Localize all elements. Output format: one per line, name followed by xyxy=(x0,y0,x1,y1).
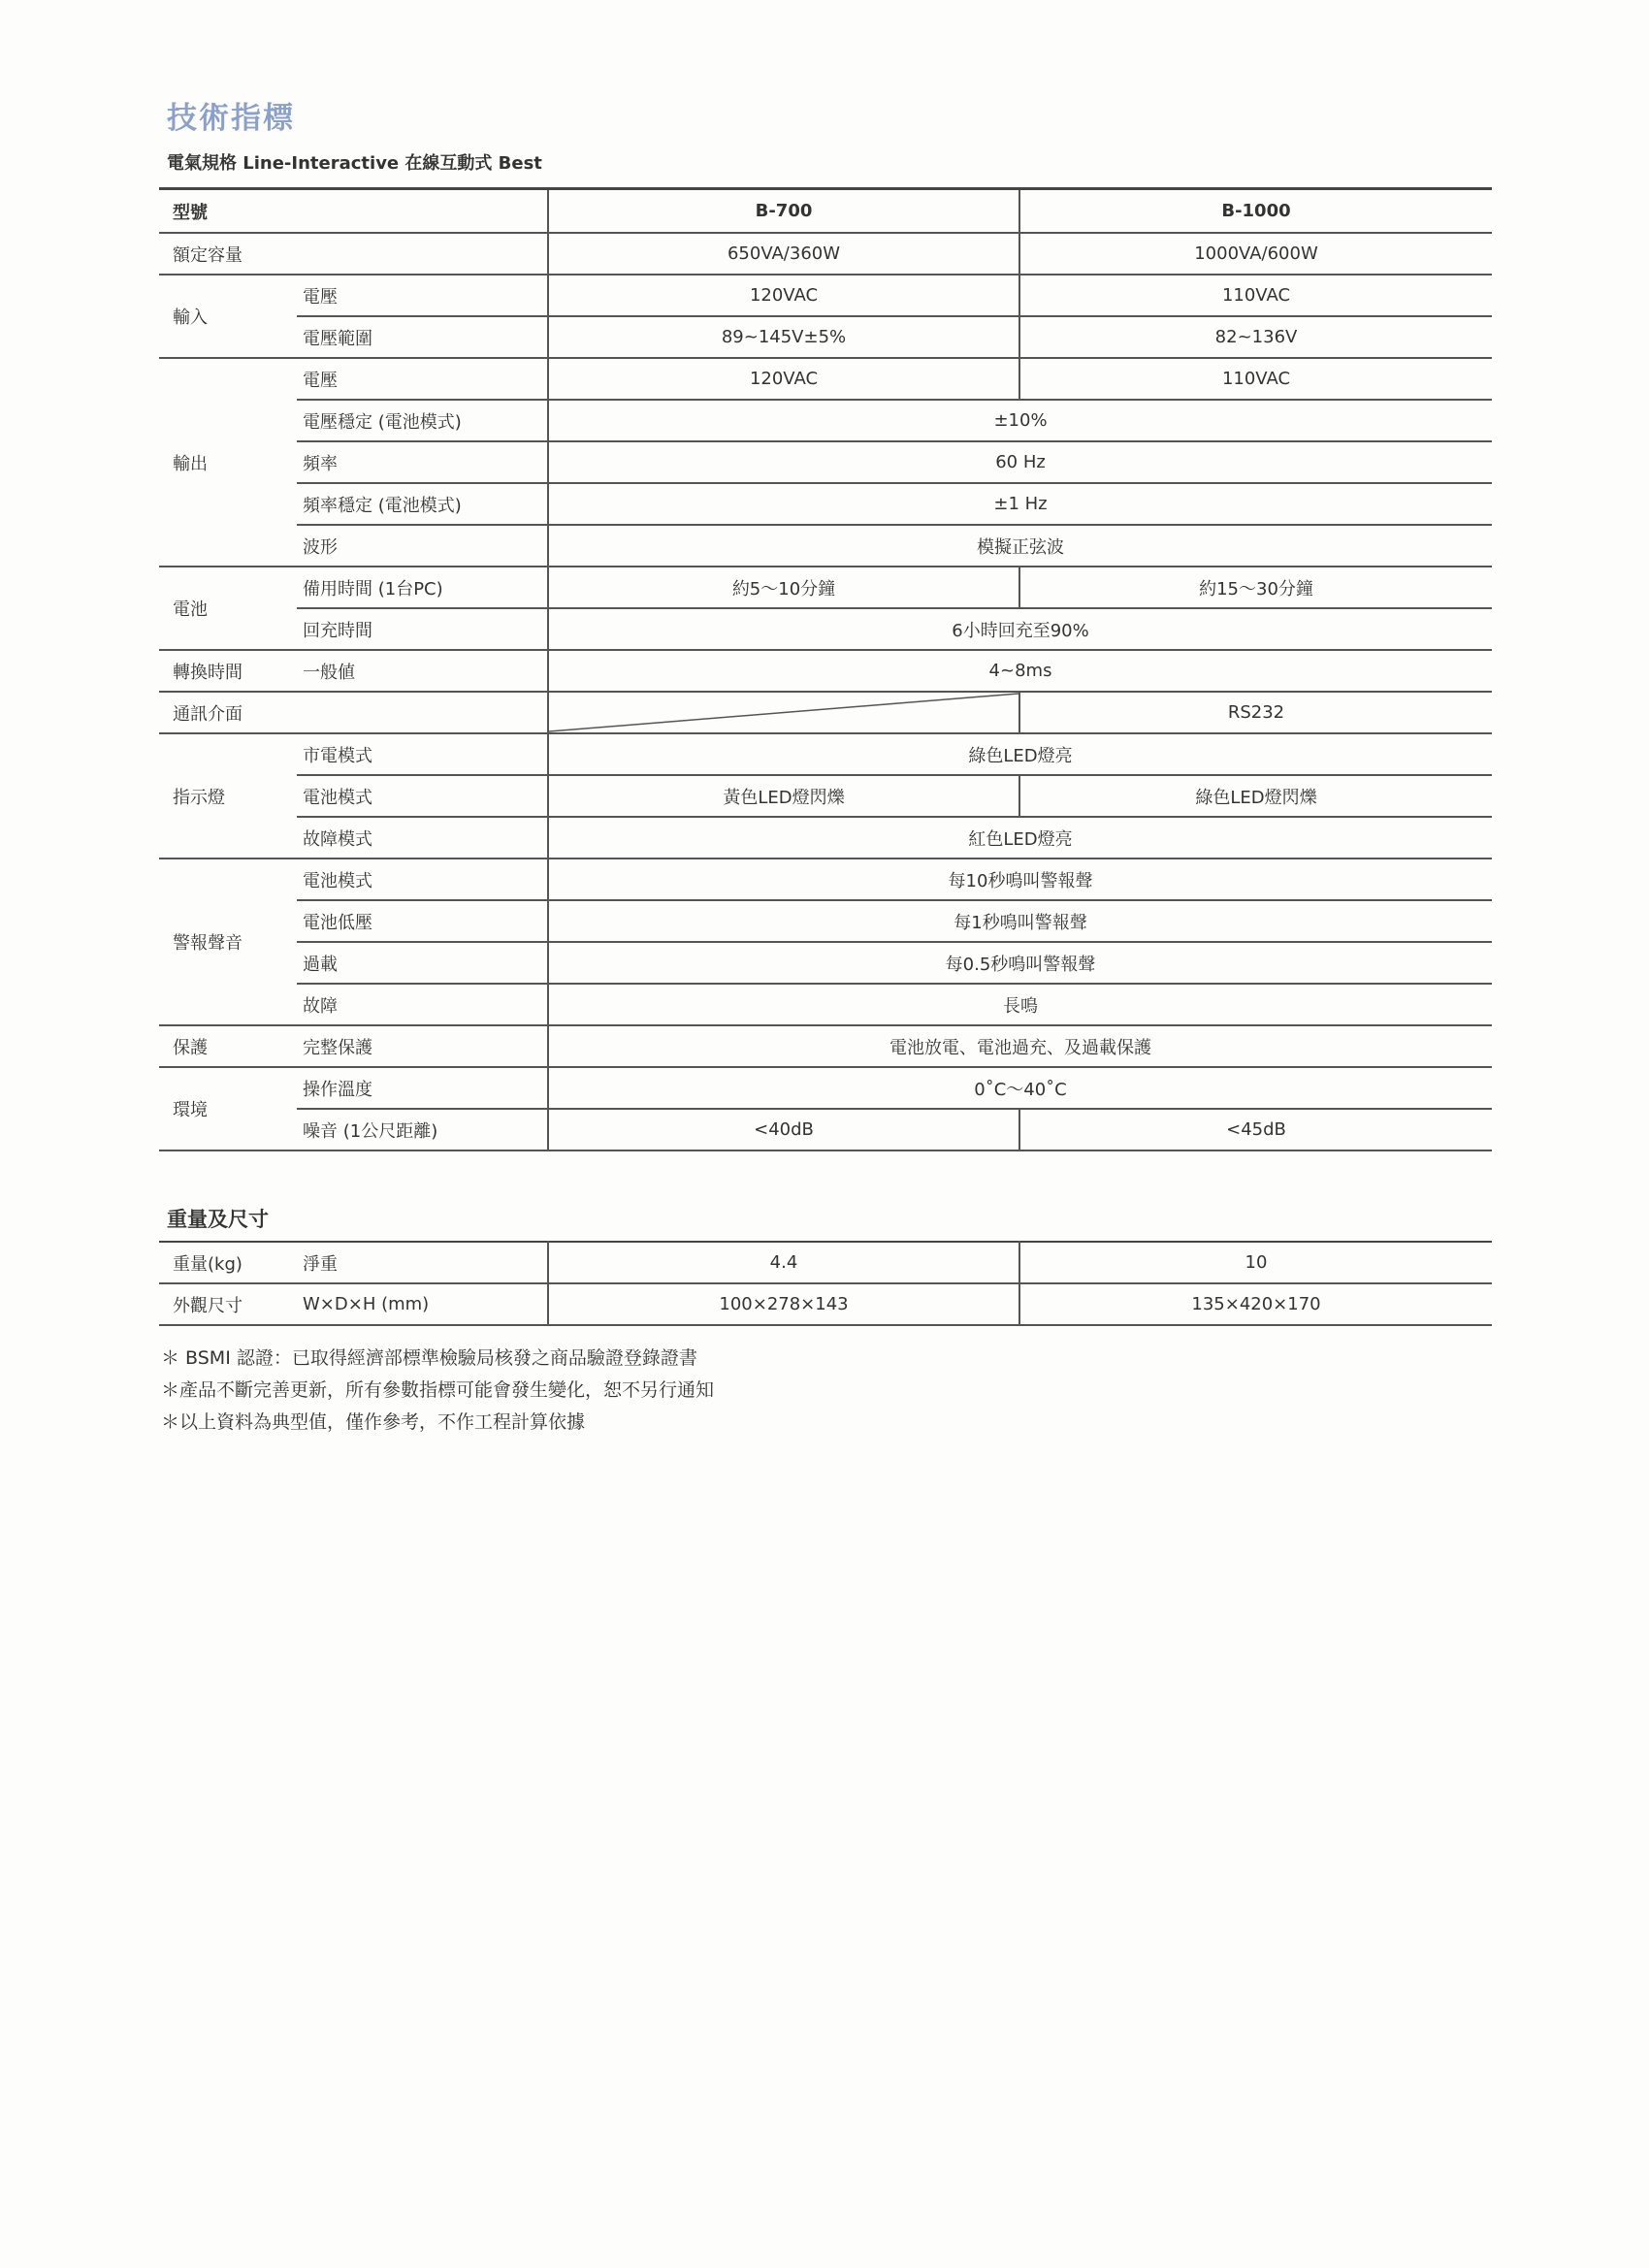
table-row xyxy=(159,1109,1492,1150)
table-row xyxy=(159,900,1492,942)
model-b1000-header: B-1000 xyxy=(1019,189,1492,234)
page-subtitle: 電氣規格 Line-Interactive 在線互動式 Best xyxy=(167,153,542,174)
table-row xyxy=(159,733,1492,775)
alarm-overload-value: 每0.5秒鳴叫警報聲 xyxy=(548,942,1492,984)
transfer-sub-label: 一般値 xyxy=(297,650,548,692)
table-row xyxy=(159,275,1492,316)
indicator-battery-b1000: 綠色LED燈閃爍 xyxy=(1019,775,1492,817)
alarm-group-label: 警報聲音 xyxy=(159,859,297,1025)
table-row xyxy=(159,483,1492,525)
indicator-mains-value: 綠色LED燈亮 xyxy=(548,733,1492,775)
spec-table xyxy=(159,187,1492,1151)
table-row xyxy=(159,817,1492,859)
output-voltage-label: 電壓 xyxy=(297,358,548,400)
capacity-b700: 650VA/360W xyxy=(548,233,1019,275)
table-row xyxy=(159,1067,1492,1109)
protection-value: 電池放電、電池過充、及過載保護 xyxy=(548,1025,1492,1067)
environment-noise-label: 噪音 (1公尺距離) xyxy=(297,1109,548,1150)
alarm-battery-value: 每10秒鳴叫警報聲 xyxy=(548,859,1492,900)
table-row xyxy=(159,608,1492,650)
output-voltage-b700: 120VAC xyxy=(548,358,1019,400)
dims-sub-label: W×D×H (mm) xyxy=(297,1283,548,1325)
output-regulation-value: ±10% xyxy=(548,400,1492,441)
indicator-battery-b700: 黃色LED燈閃爍 xyxy=(548,775,1019,817)
indicator-mains-label: 市電模式 xyxy=(297,733,548,775)
battery-recharge-value: 6小時回充至90% xyxy=(548,608,1492,650)
table-row xyxy=(159,400,1492,441)
weight-b700: 4.4 xyxy=(548,1242,1019,1283)
table-row xyxy=(159,1242,1492,1283)
table-row xyxy=(159,775,1492,817)
environment-group-label: 環境 xyxy=(159,1067,297,1150)
protection-sub-label: 完整保護 xyxy=(297,1025,548,1067)
footnote: ＊產品不斷完善更新，所有參數指標可能會發生變化，恕不另行通知 xyxy=(161,1379,715,1401)
indicator-fault-label: 故障模式 xyxy=(297,817,548,859)
alarm-low-value: 每1秒鳴叫警報聲 xyxy=(548,900,1492,942)
input-group-label: 輸入 xyxy=(159,275,297,358)
table-row xyxy=(159,567,1492,608)
indicator-group-label: 指示燈 xyxy=(159,733,297,859)
environment-temp-value: 0˚C～40˚C xyxy=(548,1067,1492,1109)
weight-table xyxy=(159,1241,1492,1326)
footnote: ＊ BSMI 認證：已取得經濟部標準檢驗局核發之商品驗證登錄證書 xyxy=(161,1347,697,1369)
alarm-low-label: 電池低壓 xyxy=(297,900,548,942)
table-row xyxy=(159,358,1492,400)
table-row xyxy=(159,650,1492,692)
alarm-overload-label: 過載 xyxy=(297,942,548,984)
table-row xyxy=(159,859,1492,900)
capacity-label: 額定容量 xyxy=(159,233,548,275)
indicator-fault-value: 紅色LED燈亮 xyxy=(548,817,1492,859)
battery-backup-b700: 約5～10分鐘 xyxy=(548,567,1019,608)
input-voltage-label: 電壓 xyxy=(297,275,548,316)
table-header-row xyxy=(159,189,1492,234)
table-row xyxy=(159,942,1492,984)
battery-recharge-label: 回充時間 xyxy=(297,608,548,650)
comm-label: 通訊介面 xyxy=(159,692,548,733)
diagonal-slash xyxy=(549,693,1018,732)
capacity-b1000: 1000VA/600W xyxy=(1019,233,1492,275)
page-title: 技術指標 xyxy=(167,101,295,136)
output-freq-regulation-label: 頻率穩定 (電池模式) xyxy=(297,483,548,525)
input-range-label: 電壓範圍 xyxy=(297,316,548,358)
table-row xyxy=(159,1025,1492,1067)
dims-b1000: 135×420×170 xyxy=(1019,1283,1492,1325)
alarm-battery-label: 電池模式 xyxy=(297,859,548,900)
model-b700-header: B-700 xyxy=(548,189,1019,234)
table-row xyxy=(159,1283,1492,1325)
transfer-value: 4~8ms xyxy=(548,650,1492,692)
table-row xyxy=(159,316,1492,358)
input-range-b1000: 82~136V xyxy=(1019,316,1492,358)
battery-backup-label: 備用時間 (1台PC) xyxy=(297,567,548,608)
output-waveform-label: 波形 xyxy=(297,525,548,567)
comm-b700-not-available xyxy=(548,692,1019,733)
alarm-fault-value: 長鳴 xyxy=(548,984,1492,1025)
transfer-label: 轉換時間 xyxy=(159,650,297,692)
weight-sub-label: 淨重 xyxy=(297,1242,548,1283)
footnote: ＊以上資料為典型值，僅作參考，不作工程計算依據 xyxy=(161,1411,586,1433)
table-row xyxy=(159,525,1492,567)
input-range-b700: 89~145V±5% xyxy=(548,316,1019,358)
comm-b1000: RS232 xyxy=(1019,692,1492,733)
battery-backup-b1000: 約15～30分鐘 xyxy=(1019,567,1492,608)
weight-section-title: 重量及尺寸 xyxy=(167,1208,269,1231)
alarm-fault-label: 故障 xyxy=(297,984,548,1025)
indicator-battery-label: 電池模式 xyxy=(297,775,548,817)
table-row xyxy=(159,984,1492,1025)
output-frequency-value: 60 Hz xyxy=(548,441,1492,483)
environment-temp-label: 操作溫度 xyxy=(297,1067,548,1109)
model-label: 型號 xyxy=(159,189,548,234)
weight-label: 重量(kg) xyxy=(159,1242,297,1283)
input-voltage-b1000: 110VAC xyxy=(1019,275,1492,316)
weight-b1000: 10 xyxy=(1019,1242,1492,1283)
output-frequency-label: 頻率 xyxy=(297,441,548,483)
dims-b700: 100×278×143 xyxy=(548,1283,1019,1325)
environment-noise-b700: <40dB xyxy=(548,1109,1019,1150)
output-freq-regulation-value: ±1 Hz xyxy=(548,483,1492,525)
protection-label: 保護 xyxy=(159,1025,297,1067)
table-row xyxy=(159,441,1492,483)
dims-label: 外觀尺寸 xyxy=(159,1283,297,1325)
environment-noise-b1000: <45dB xyxy=(1019,1109,1492,1150)
output-group-label: 輸出 xyxy=(159,358,297,567)
footnotes xyxy=(161,1343,714,1439)
table-row xyxy=(159,692,1492,733)
output-waveform-value: 模擬正弦波 xyxy=(548,525,1492,567)
battery-group-label: 電池 xyxy=(159,567,297,650)
input-voltage-b700: 120VAC xyxy=(548,275,1019,316)
table-row xyxy=(159,233,1492,275)
output-voltage-b1000: 110VAC xyxy=(1019,358,1492,400)
output-regulation-label: 電壓穩定 (電池模式) xyxy=(297,400,548,441)
